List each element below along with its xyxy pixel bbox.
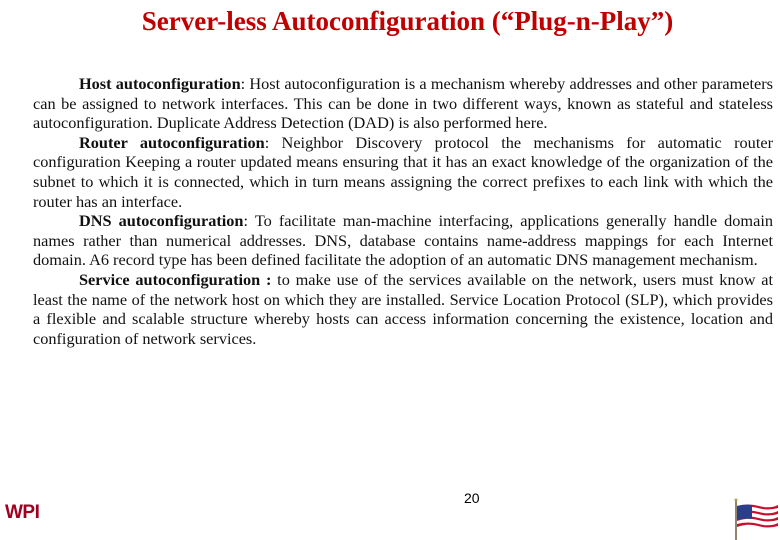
- paragraph-lead: Host autoconfiguration: [79, 74, 241, 93]
- paragraph-host-autoconfiguration: [33, 74, 773, 133]
- paragraph-service-autoconfiguration: [33, 270, 773, 348]
- paragraph-lead: DNS autoconfiguration: [79, 211, 244, 231]
- slide-title: Server-less Autoconfiguration (“Plug-n-Play”): [141, 6, 674, 36]
- paragraph-text: : Host autoconfiguration is a mechanism whereby addresses and other parameters can be assigned to network interfaces. This can be done in two different ways, known as stateful and stateless autoconfiguration. Duplicate Address Detection (DAD) is also performed here.: [33, 74, 773, 133]
- us-flag-icon: [734, 498, 780, 540]
- wpi-logo: WPI: [5, 502, 40, 523]
- paragraph-router-autoconfiguration: [33, 133, 773, 211]
- slide-body: [33, 74, 773, 348]
- paragraph-text: : To facilitate man-machine interfacing, applications generally handle domain names rather than numerical addresses. DNS, database contains name-address mappings for each Internet domain. A6 record type has been defined facilitate the adoption of an automatic DNS management mechanism.: [33, 211, 773, 270]
- paragraph-text: : Neighbor Discovery protocol the mechanisms for automatic router configuration Keeping a router updated means ensuring that it has an exact knowledge of the organization of the subnet to which it is connected, which in turn means assigning the correct prefixes to each link with which the router has an interface.: [33, 132, 773, 211]
- paragraph-dns-autoconfiguration: [33, 211, 773, 270]
- paragraph-lead: Router autoconfiguration: [79, 132, 265, 152]
- page-number: 20: [464, 490, 480, 506]
- paragraph-lead: Service autoconfiguration :: [79, 269, 272, 289]
- paragraph-text: to make use of the services available on the network, users must know at least the name of the network host on which they are installed. Service Location Protocol (SLP), which provides a flexible and scalable structure whereby hosts can access information concerning the existence, location and configuration of network services.: [33, 269, 774, 348]
